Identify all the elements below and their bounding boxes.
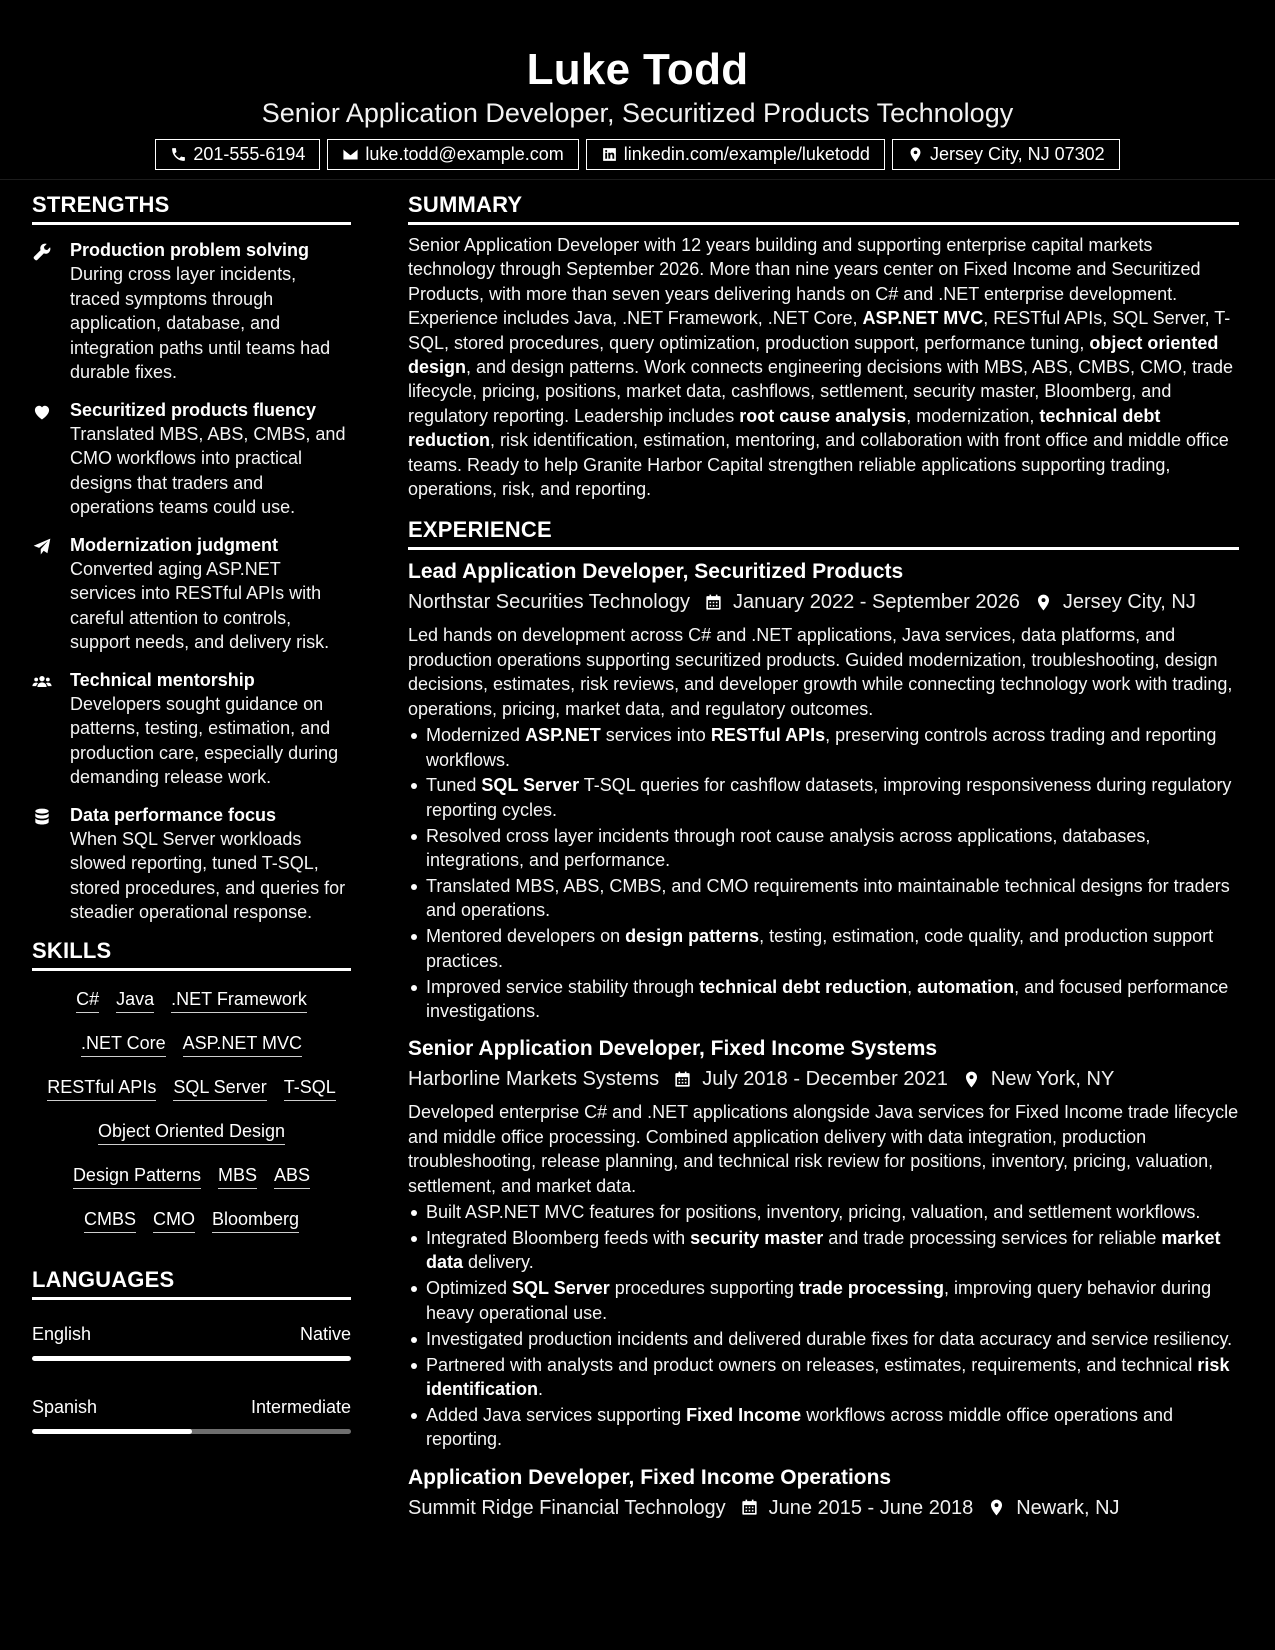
bullet-item: Resolved cross layer incidents through root cause analysis across applications, databases, integrations, and performance. [408,824,1239,873]
job-company: Northstar Securities Technology [408,591,690,614]
map-pin-icon [962,1070,981,1089]
bullet-item: Modernized ASP.NET services into RESTful APIs, preserving controls across trading and reporting workflows. [408,723,1239,772]
skill-tag: ABS [274,1163,310,1189]
skill-tag: T-SQL [284,1075,336,1101]
linkedin-icon [601,146,618,163]
job-dates: January 2022 - September 2026 [733,591,1020,614]
skill-tag: Bloomberg [212,1207,299,1233]
job-description: Developed enterprise C# and .NET applications alongside Java services for Fixed Income trade lifecycle and middle office processing. Combined application delivery with data integration, production troubleshooting, release planning, and technical risk review for positions, inventory, pricing, valuation, settlement, and market data. [408,1102,1239,1196]
strength-item [32,398,351,520]
skill-tag: CMBS [84,1207,136,1233]
map-pin-icon [1034,593,1053,612]
candidate-name: Luke Todd [526,45,749,94]
job-meta [408,1065,1239,1093]
resume-header [0,0,1275,180]
contact-location-text: Jersey City, NJ 07302 [929,144,1105,164]
skill-tag: MBS [218,1163,257,1189]
emphasis-text: trade processing [798,1278,944,1299]
emphasis-text: RESTful APIs [710,725,826,746]
emphasis-text: SQL Server [512,1278,610,1299]
summary-text: Senior Application Developer with 12 years building and supporting enterprise capital markets technology through September 2026. More than nine years center on Fixed Income and Securitized Products, with more than seven years delivering hands on C# and .NET enterprise development. Experience includes Java, .NET Framework, .NET Core, ASP.NET MVC, RESTful APIs, SQL Server, T-SQL, stored procedures, query optimization, production support, performance tuning, object oriented design, and design patterns. Work connects engineering decisions with MBS, ABS, CMBS, CMO, trade lifecycle, pricing, positions, market data, cashflows, settlement, security master, Bloomberg, and regulatory reporting. Leadership includes root cause analysis, modernization, technical debt reduction, risk identification, estimation, mentoring, and collaboration with front office and middle office teams. Ready to help Granite Harbor Capital strengthen reliable applications supporting trading, operations, risk, and reporting. [408,235,1234,500]
skill-tag: Design Patterns [73,1163,201,1189]
job-meta [408,1494,1239,1522]
skill-tag: ASP.NET MVC [183,1031,302,1057]
language-proficiency-fill [32,1429,192,1434]
contact-phone[interactable] [155,139,320,170]
strengths-heading: STRENGTHS [32,192,351,225]
strength-title: Technical mentorship [70,669,255,690]
emphasis-text: SQL Server [481,775,580,796]
candidate-title: Senior Application Developer, Securitized Products Technology [261,98,1014,128]
job-entry [408,558,1239,1023]
calendar-icon [673,1070,692,1089]
users-icon [32,672,52,692]
language-level: Native [299,1323,351,1344]
skills-list [32,987,351,1233]
emphasis-text: ASP.NET [525,725,601,746]
map-pin-icon [987,1498,1006,1517]
emphasis-text: automation [917,976,1015,997]
job-company: Harborline Markets Systems [408,1068,660,1091]
job-title: Application Developer, Fixed Income Operations [408,1465,892,1489]
job-meta [408,588,1239,616]
job-location: Jersey City, NJ [1062,591,1196,614]
phone-icon [170,146,187,163]
job-title: Senior Application Developer, Fixed Income Systems [408,1037,938,1061]
strength-item [32,238,351,385]
emphasis-text: object oriented design [408,332,1219,378]
emphasis-text: root cause analysis [739,405,907,426]
job-entry [408,1035,1239,1451]
skills-heading: SKILLS [32,938,351,971]
bullet-item: Investigated production incidents and delivered durable fixes for data accuracy and service resiliency. [408,1327,1239,1351]
job-dates: July 2018 - December 2021 [702,1068,948,1091]
contact-phone-text: 201-555-6194 [193,144,306,164]
job-location: New York, NY [990,1068,1115,1091]
job-bullets [408,1200,1239,1452]
emphasis-text: design patterns [625,926,760,947]
strength-desc: When SQL Server workloads slowed reporting, tuned T-SQL, stored procedures, and queries for steadier operational response. [70,828,346,922]
contact-linkedin[interactable] [586,139,885,170]
job-dates: June 2015 - June 2018 [768,1496,974,1519]
language-name: English [32,1323,92,1344]
paper-plane-icon [32,537,52,557]
database-icon [32,807,52,827]
language-item [32,1395,351,1434]
contact-bar [0,139,1275,170]
job-location: Newark, NJ [1016,1496,1120,1519]
bullet-item: Partnered with analysts and product owners on releases, estimates, requirements, and technical risk identification. [408,1353,1239,1402]
envelope-icon [342,146,359,163]
contact-email[interactable] [327,139,578,170]
strength-title: Production problem solving [70,240,310,260]
strength-title: Data performance focus [70,804,277,825]
language-name: Spanish [32,1396,98,1417]
emphasis-text: risk identification [426,1354,1230,1399]
contact-linkedin-text: linkedin.com/example/luketodd [623,144,870,164]
skill-tag: Object Oriented Design [98,1119,285,1145]
bullet-item: Built ASP.NET MVC features for positions, inventory, pricing, valuation, and settlement workflows. [408,1200,1239,1224]
emphasis-text: market data [426,1228,1221,1273]
language-proficiency-bar [32,1356,351,1361]
job-description: Led hands on development across C# and .NET applications, Java services, data platforms, and production operations supporting securitized products. Guided modernization, troubleshooting, design decisions, estimates, risk reviews, and developer growth while connecting technology work with trading, operations, pricing, market data, and regulatory outcomes. [408,625,1233,719]
strength-title: Modernization judgment [70,534,278,555]
main-content [408,181,1239,1522]
strength-desc: Converted aging ASP.NET services into RESTful APIs with careful attention to controls, support needs, and delivery risk. [70,558,330,652]
heart-icon [32,402,52,422]
language-proficiency-bar [32,1429,351,1434]
job-bullets [408,723,1239,1023]
calendar-icon [740,1498,759,1517]
bullet-item: Optimized SQL Server procedures supporting trade processing, improving query behavior during heavy operational use. [408,1276,1239,1325]
strength-desc: Developers sought guidance on patterns, testing, estimation, and production care, especially during demanding release work. [70,693,339,787]
language-level: Intermediate [250,1396,351,1417]
job-company: Summit Ridge Financial Technology [408,1496,726,1519]
emphasis-text: ASP.NET MVC [862,308,984,329]
emphasis-text: technical debt reduction [408,405,1161,451]
skill-tag: SQL Server [173,1075,266,1101]
language-proficiency-fill [32,1356,351,1361]
strength-item [32,803,351,925]
sidebar [32,181,351,1468]
bullet-item: Mentored developers on design patterns, testing, estimation, code quality, and production support practices. [408,924,1239,973]
languages-list [32,1322,351,1434]
contact-location [892,139,1120,170]
experience-list [408,558,1239,1521]
emphasis-text: security master [690,1228,824,1248]
bullet-item: Integrated Bloomberg feeds with security master and trade processing services for reliable market data delivery. [408,1226,1239,1275]
wrench-icon [32,242,52,262]
calendar-icon [704,593,723,612]
emphasis-text: Fixed Income [686,1404,802,1425]
bullet-item: Added Java services supporting Fixed Income workflows across middle office operations and reporting. [408,1403,1239,1452]
job-entry [408,1464,1239,1522]
bullet-item: Tuned SQL Server T-SQL queries for cashflow datasets, improving responsiveness during regulatory reporting cycles. [408,773,1239,822]
language-item [32,1322,351,1361]
skill-tag: C# [76,987,99,1013]
skill-tag: Java [116,987,154,1013]
strength-title: Securitized products fluency [70,399,317,420]
bullet-item: Improved service stability through technical debt reduction, automation, and focused performance investigations. [408,975,1239,1024]
strength-desc: Translated MBS, ABS, CMBS, and CMO workflows into practical designs that traders and operations teams could use. [70,423,346,517]
bullet-item: Translated MBS, ABS, CMBS, and CMO requirements into maintainable technical designs for traders and operations. [408,874,1239,923]
experience-heading: EXPERIENCE [408,517,1239,550]
strength-item [32,668,351,790]
contact-email-text: luke.todd@example.com [365,144,564,164]
skill-tag: RESTful APIs [47,1075,156,1101]
map-pin-icon [907,146,924,163]
summary-heading: SUMMARY [408,192,1239,225]
strength-item [32,533,351,655]
skill-tag: .NET Core [81,1031,166,1057]
languages-heading: LANGUAGES [32,1267,351,1300]
strength-desc: During cross layer incidents, traced symptoms through application, database, and integration paths until teams had durable fixes. [70,264,331,382]
skill-tag: CMO [153,1207,195,1233]
skill-tag: .NET Framework [171,987,307,1013]
job-title: Lead Application Developer, Securitized Products [408,560,904,584]
strengths-list [32,238,351,925]
emphasis-text: technical debt reduction [699,976,908,997]
